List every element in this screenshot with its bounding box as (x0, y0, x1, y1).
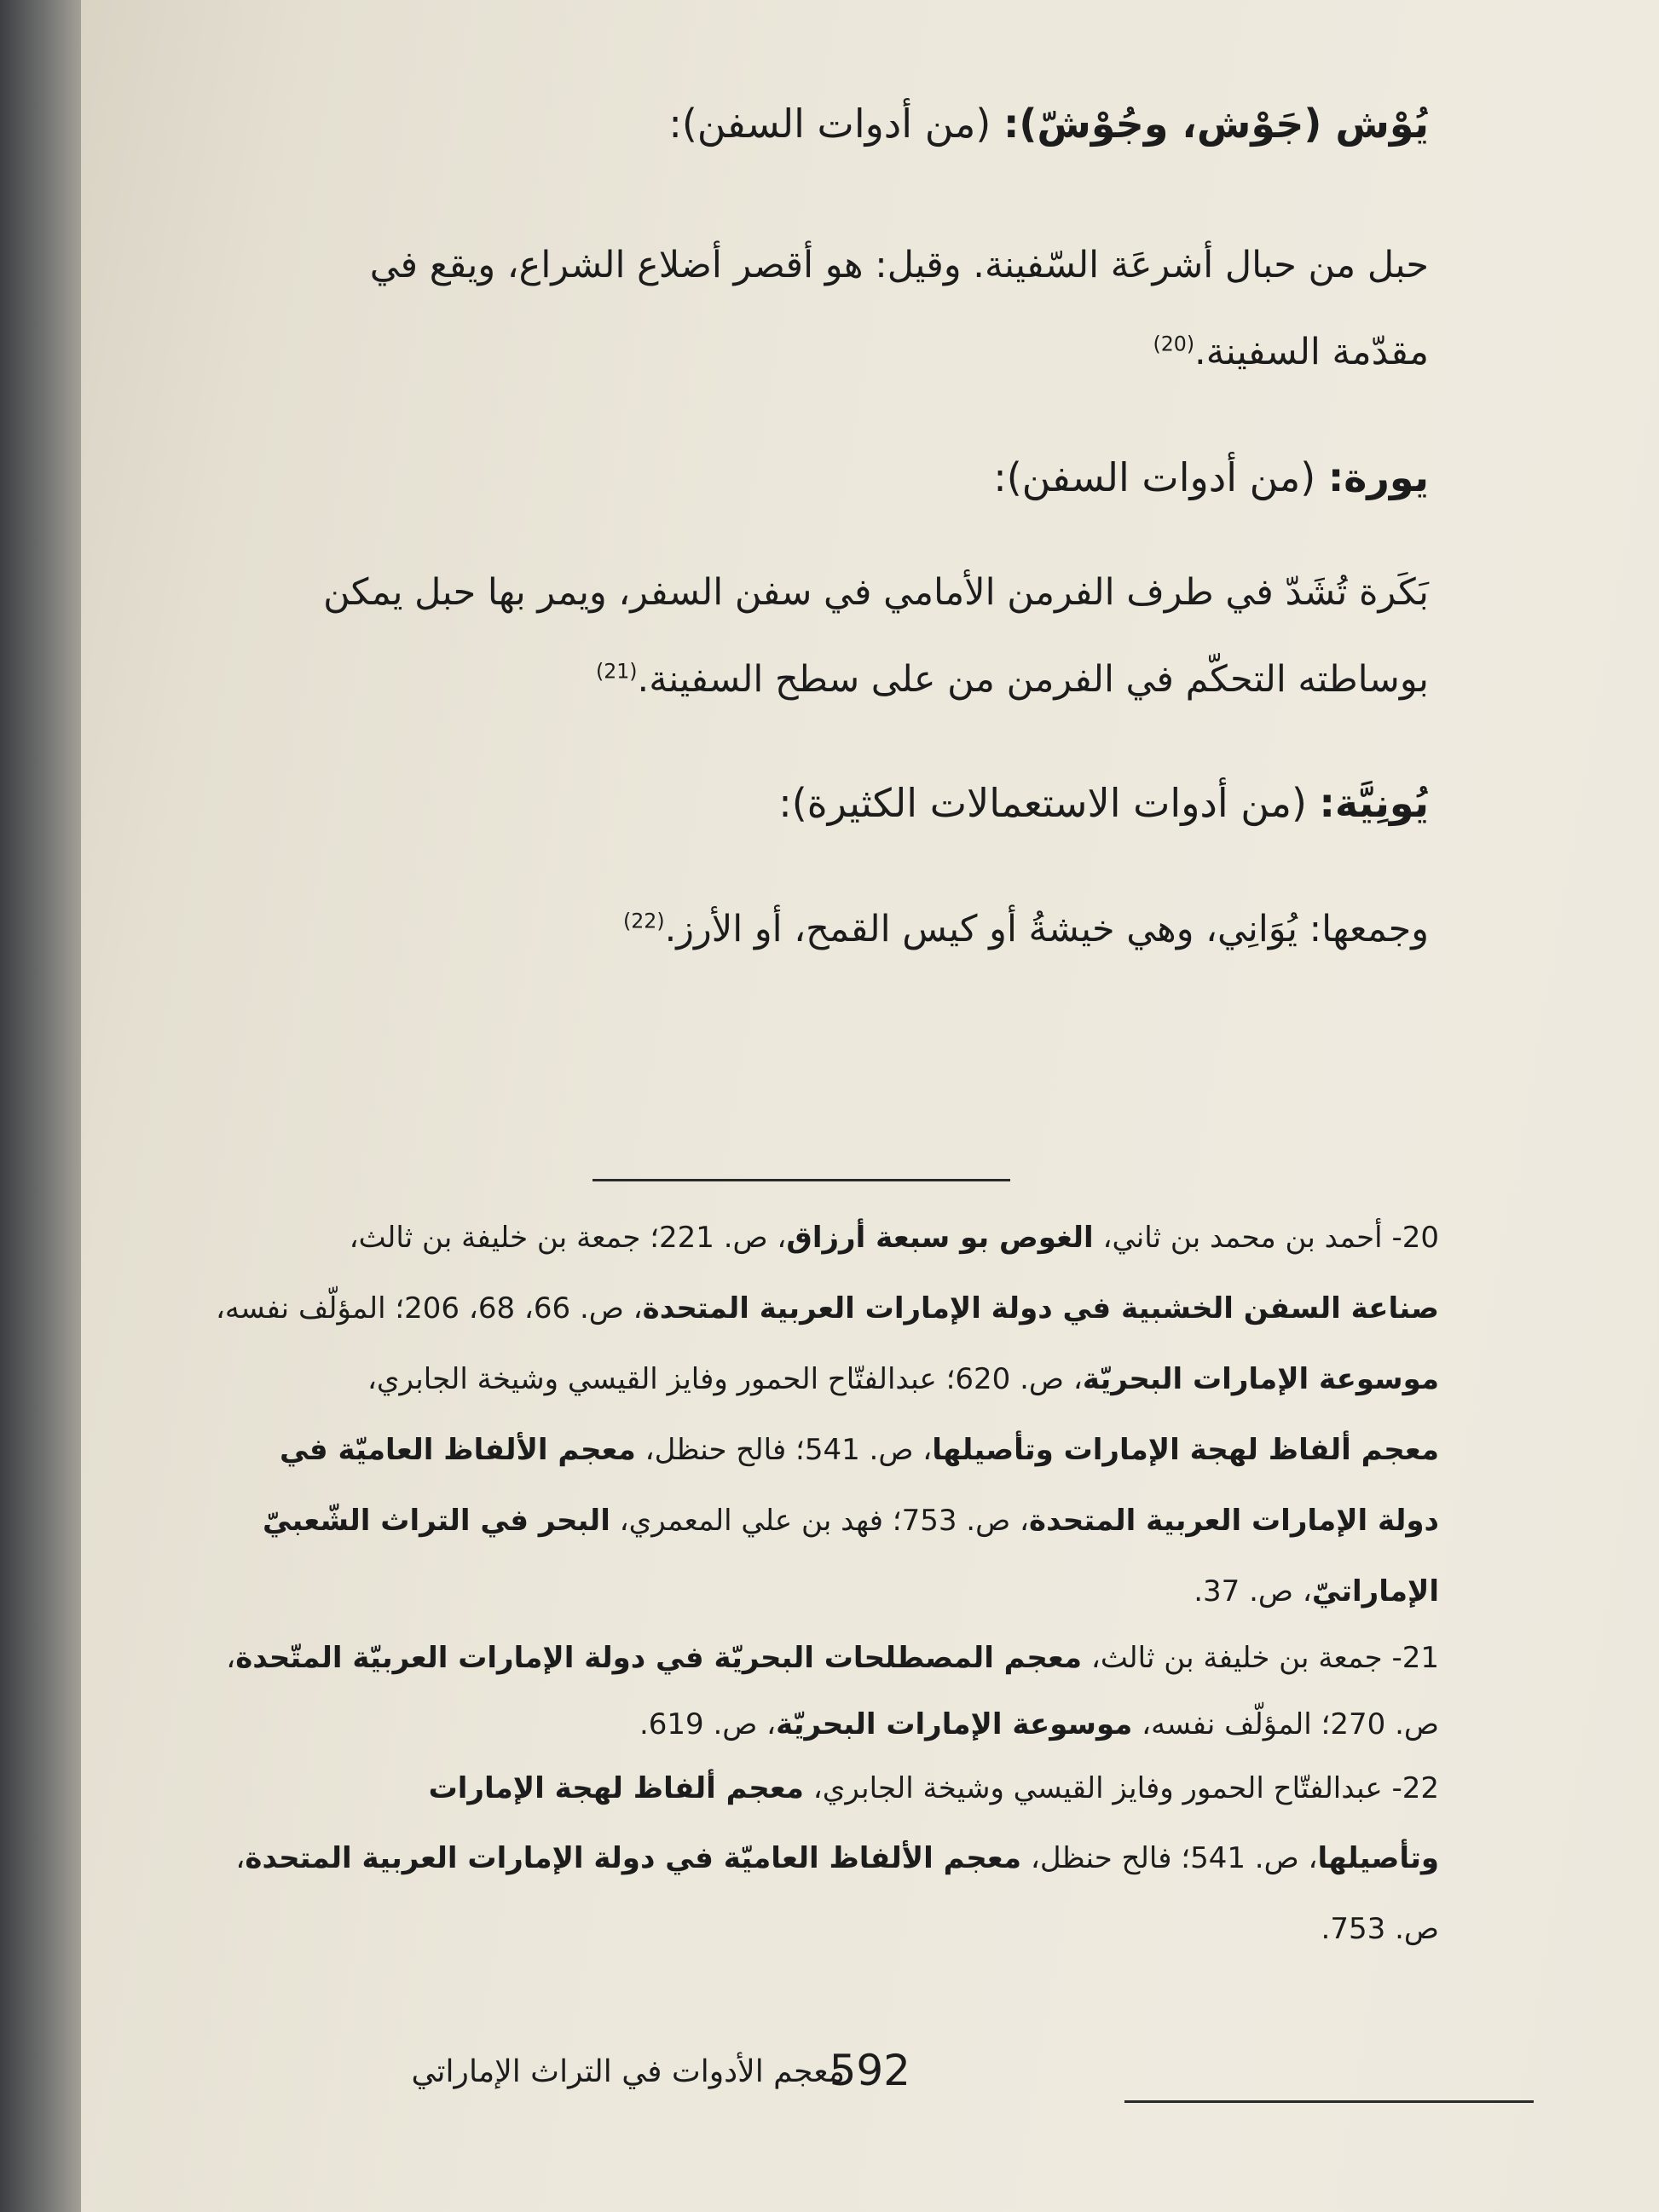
footnote-ref: (21) (595, 659, 638, 684)
entry-term: يُوْش (جَوْش، وجُوْشّ): (1003, 101, 1429, 147)
footnote-title: معجم الألفاظ العاميّة في (280, 1433, 636, 1467)
footnote-text: ، (235, 1841, 246, 1875)
footnote-text: ، ص. 541؛ فالح حنظل، (1021, 1841, 1318, 1875)
footnote-title: البحر في التراث الشّعبيّ (262, 1504, 610, 1538)
footnote-20-line-6 (1194, 1574, 1439, 1608)
footnote-text: عبدالفتّاح الحمور وفايز القيسي وشيخة الجابري، (803, 1771, 1383, 1805)
page-content (81, 0, 1659, 2212)
footnote-20-line-2 (216, 1291, 1439, 1325)
entry-text-line (623, 908, 1429, 950)
entry-heading (993, 454, 1429, 500)
footnote-title: معجم ألفاظ لهجة الإمارات وتأصيلها (932, 1433, 1439, 1467)
footnote-text: ص. 753. (1321, 1912, 1439, 1946)
entry-heading (778, 780, 1429, 826)
page-number: 592 (829, 2046, 910, 2095)
entry-heading (668, 101, 1429, 147)
footnote-ref: (20) (1153, 332, 1195, 356)
footnote-text: ، (226, 1641, 236, 1675)
entry-text-line: بَكَرة تُشَدّ في طرف الفرمن الأمامي في سفن السفر، ويمر بها حبل يمكن (323, 571, 1429, 614)
entry-text: بوساطته التحكّم في الفرمن من على سطح السفينة. (637, 658, 1429, 701)
footnote-text: ، ص. 37. (1194, 1574, 1312, 1608)
entry-term: يُونِيَّة: (1319, 780, 1429, 826)
footnote-20-line-1 (350, 1221, 1439, 1255)
footnote-text: ، ص. 619. (639, 1707, 777, 1741)
footnote-22-line-3 (1321, 1912, 1439, 1946)
entry-note: (من أدوات السفن): (993, 454, 1316, 500)
footnote-title: دولة الإمارات العربية المتحدة (1029, 1504, 1439, 1538)
entry-text-line (1153, 331, 1429, 373)
footnote-ref: (22) (623, 909, 665, 933)
footnote-title: معجم الألفاظ العاميّة في دولة الإمارات العربية المتحدة (245, 1841, 1022, 1875)
footer-rule (1124, 2100, 1534, 2103)
footnote-text: ، ص. 541؛ فالح حنظل، (635, 1433, 933, 1467)
footnote-title: الإماراتيّ (1311, 1574, 1439, 1608)
book-page (81, 0, 1659, 2212)
entry-note: (من أدوات السفن): (668, 101, 991, 147)
footnote-title: موسوعة الإمارات البحريّة (776, 1707, 1133, 1741)
footnote-21-line-1 (226, 1641, 1439, 1675)
entry-note: (من أدوات الاستعمالات الكثيرة): (778, 780, 1307, 826)
entry-text: وجمعها: يُوَانِي، وهي خيشةُ أو كيس القمح، أو الأرز. (664, 908, 1429, 950)
footnote-label: 21- (1391, 1641, 1439, 1675)
footnote-22-line-2 (235, 1841, 1439, 1875)
footnote-label: 22- (1391, 1771, 1439, 1805)
entry-text-line (596, 658, 1429, 701)
entry-term: يورة: (1327, 454, 1429, 500)
footnote-title: موسوعة الإمارات البحريّة (1082, 1362, 1439, 1396)
entry-text: مقدّمة السفينة. (1194, 331, 1429, 373)
footnote-22-line-1 (429, 1771, 1439, 1805)
footnote-title: معجم ألفاظ لهجة الإمارات (428, 1771, 804, 1805)
footnote-text: ، ص. 221؛ جمعة بن خليفة بن ثالث، (349, 1221, 787, 1255)
footnote-text: ، ص. 66، 68، 206؛ المؤلّف نفسه، (215, 1291, 643, 1325)
footnote-20-line-3 (367, 1362, 1439, 1396)
entry-text-line: حبل من حبال أشرعَة السّفينة. وقيل: هو أقصر أضلاع الشراع، ويقع في (369, 244, 1429, 286)
footnote-text: جمعة بن خليفة بن ثالث، (1082, 1641, 1383, 1675)
footnote-20-line-4 (280, 1433, 1439, 1467)
footnote-text: ، ص. 753؛ فهد بن علي المعمري، (610, 1504, 1029, 1538)
footnote-21-line-2 (639, 1707, 1439, 1741)
running-title: معجم الأدوات في التراث الإماراتي (411, 2054, 845, 2089)
footnote-title: الغوص بو سبعة أرزاق (786, 1221, 1094, 1255)
footnote-label: 20- (1391, 1221, 1439, 1255)
footnote-20-line-5 (263, 1504, 1439, 1538)
footnote-title: صناعة السفن الخشبية في دولة الإمارات العربية المتحدة (642, 1291, 1439, 1325)
footnote-text: ص. 270؛ المؤلّف نفسه، (1132, 1707, 1439, 1741)
footnote-title: وتأصيلها (1317, 1841, 1439, 1875)
footnote-separator (592, 1179, 1010, 1181)
footnote-text: أحمد بن محمد بن ثاني، (1093, 1221, 1383, 1255)
footnote-title: معجم المصطلحات البحريّة في دولة الإمارات العربيّة المتّحدة (235, 1641, 1083, 1675)
footnote-text: ، ص. 620؛ عبدالفتّاح الحمور وفايز القيسي وشيخة الجابري، (367, 1362, 1083, 1396)
